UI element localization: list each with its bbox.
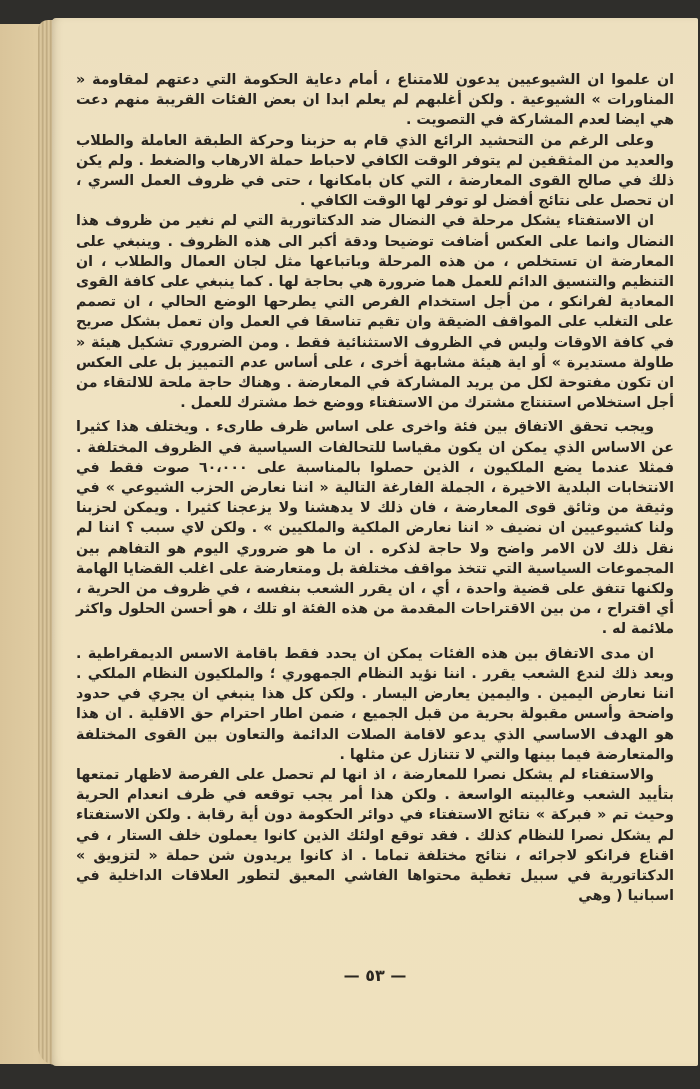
paragraph-4: ويجب تحقق الاتفاق بين فئة واخرى على اساس ظرف طارىء . ويختلف هذا كثيرا عن الاساس الذي يمكن ان يكون مقياسا للتحالفات السياسية في الظروف المختلفة . فمثلا عندما يضع الملكيون ، الذين حصلوا بالمناسبة على ٦٠،٠٠٠ صوت فقط في الانتخابات البلدية الاخيرة ، الجملة الفارغة التالية « اننا نعارض الحزب الشيوعي » في وثيقة من وثائق قوى المعارضة ، فان ذلك لا يدهشنا ولا يزعجنا كثيرا . ويمكن لحزبنا ولنا كشيوعيين ان نضيف « اننا نعارض الملكية والملكيين » . ولكن لاي سبب ؟ اننا لم نقل ذلك لان الامر واضح ولا حاجة لذكره . ان ما هو ضروري اليوم هو التفاهم بين المجموعات السياسية التي تتخذ مواقف مختلفة بل ومتعارضة على اغلب القضايا الهامة ولكنها تتفق على قضية واحدة ، أي ، ان يقرر الشعب بنفسه ، في ظروف من الحرية ، أي اقتراح ، من بين الاقتراحات المقدمة من هذه الفئة او تلك ، هو أحسن الحلول واكثر ملائمة له . — [76, 419, 674, 638]
paragraph-2: وعلى الرغم من التحشيد الرائع الذي قام به حزبنا وحركة الطبقة العاملة والطلاب والعديد من المثقفين لم يتوفر الوقت الكافي لاحباط حملة الارهاب والضغط . ولم يكن ذلك في صالح القوى المعارضة ، التي كان بامكانها ، حتى في ظروف العمل السري ، ان تحصل على نتائج أفضل لو توفر لها الوقت الكافي . — [76, 132, 674, 210]
paragraph-6: والاستفتاء لم يشكل نصرا للمعارضة ، اذ انها لم تحصل على الفرصة لاظهار تمتعها بتأييد الشعب وغالبيته الواسعة . ولكن هذا أمر يجب توقعه في ظرف انعدام الحرية وحيث تم « فبركة » نتائج الاستفتاء في دوائر الحكومة دون أية رقابة . ولكن الاستفتاء لم يشكل نصرا للنظام كذلك . فقد توقع اولئك الذين كانوا يعملون خلف الستار ، في اقناع فرانكو لاجرائه ، نتائج مختلفة تماما . اذ كانوا يريدون شن حملة « لتزويق » الدكتاتورية في سبيل تغطية محتواها الفاشي المعيق لتطور العلاقات الداخلية في اسبانيا ( وهي — [76, 766, 674, 905]
paragraph-1: ان علموا ان الشيوعيين يدعون للامتناع ، أمام دعاية الحكومة التي دعتهم لمقاومة « المناورات » الشيوعية . ولكن أغلبهم لم يعلم ابدا ان بعض الفئات القريبة منهم دعت هي ايضا لعدم المشاركة في التصويت . — [76, 72, 674, 129]
paragraph-3: ان الاستفتاء يشكل مرحلة في النضال ضد الدكتاتورية التي لم نغير من ظروف هذا النضال وانما على العكس أضافت توضيحا ودقة أكبر الى هذه الظروف . وينبغي على المعارضة ان تستخلص ، من هذه المرحلة وباتباعها مثل لجان العمال والطلاب ، ان التنظيم والتنسيق الدائم للعمل هما ضرورة هي بحاجة لها . كما ينبغي على كافة القوى المعادية لفرانكو ، من أجل استخدام الفرص التي يطرحها الوضع الحالي ، ان تصمم على التغلب على المواقف الضيقة وان تقيم تناسقا في العمل وان تعمل بشكل صريح في كافة الاوقات وليس في الظروف الاستثنائية فقط . ومن الضروري تشكيل هيئة « طاولة مستديرة » أو اية هيئة مشابهة أخرى ، على أساس عدم التمييز بل على العكس ان تكون مفتوحة لكل من يريد المشاركة في المعارضة . وهناك حاجة ملحة للالتقاء من أجل استخلاص استنتاج مشترك من الاستفتاء ووضع خط مشترك للعمل . — [76, 213, 674, 412]
page-number: — ٥٣ — — [343, 966, 407, 985]
paragraph-5: ان مدى الاتفاق بين هذه الفئات يمكن ان يحدد فقط باقامة الاسس الديمقراطية . وبعد ذلك لندع الشعب يقرر . اننا نؤيد النظام الجمهوري ؛ والملكيون النظام الملكي . اننا نعارض اليمين . واليمين يعارض اليسار . ولكن كل هذا ينبغي ان يجري في حدود واضحة وأسس مقبولة بحرية من قبل الجميع ، ضمن اطار احترام حق الاقلية . ان هذا هو الهدف الاساسي الذي يدعو لاقامة الصلات الدائمة والتعاون بين القوى المختلفة والمتعارضة فيما بينها والتي لا تتنازل عن مثلها . — [76, 645, 674, 763]
body-text — [76, 70, 674, 906]
book-page — [52, 18, 698, 1066]
